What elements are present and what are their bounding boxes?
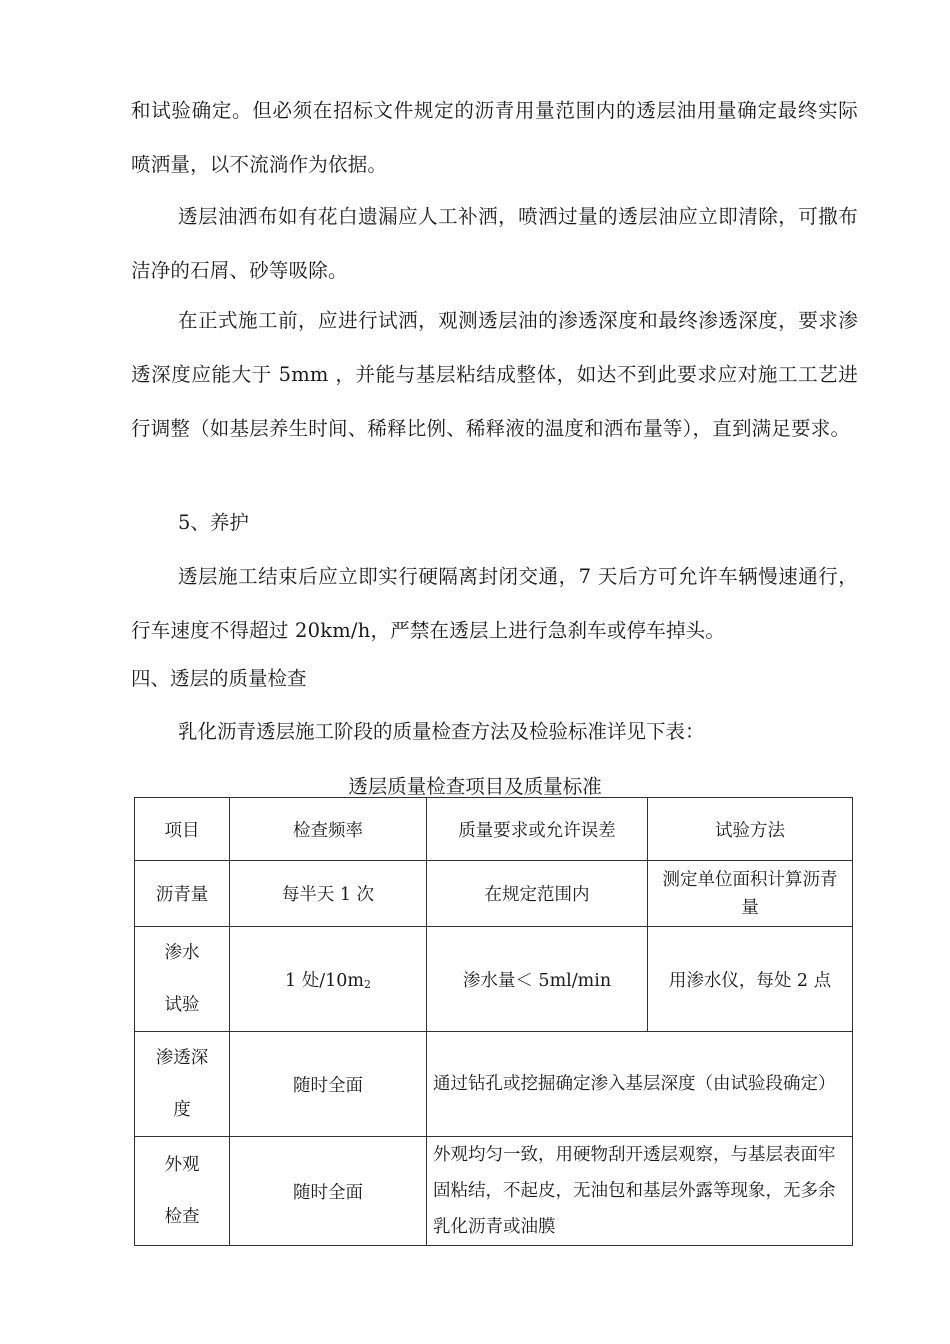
cell-requirement: 通过钻孔或挖掘确定渗入基层深度（由试验段确定） [427, 1032, 853, 1137]
cell-item-line2: 度 [173, 1100, 191, 1120]
table-row [135, 927, 853, 1032]
header-item: 项目 [135, 798, 230, 861]
table-title: 透层质量检查项目及质量标准 [348, 775, 602, 798]
quality-standard-table [134, 797, 853, 1246]
cell-method: 用渗水仪，每处 2 点 [648, 927, 853, 1032]
table-header-row [135, 798, 853, 861]
cell-item [135, 1137, 230, 1246]
paragraph-spray-amount: 和试验确定。但必须在招标文件规定的沥青用量范围内的透层油用量确定最终实际喷洒量，以不流淌作为依据。 [131, 99, 858, 176]
section-heading-quality-check: 四、透层的质量检查 [131, 667, 307, 690]
cell-item-line1: 渗水 [164, 943, 200, 963]
paragraph-traffic-closure: 透层施工结束后应立即实行硬隔离封闭交通，7 天后方可允许车辆慢速通行，行车速度不得超过 20km/h，严禁在透层上进行急刹车或停车掉头。 [131, 565, 858, 642]
header-frequency: 检查频率 [230, 798, 427, 861]
cell-frequency: 随时全面 [230, 1032, 427, 1137]
cell-method: 测定单位面积计算沥青量 [648, 861, 853, 927]
cell-item-line2: 检查 [164, 1207, 200, 1227]
table-row [135, 1137, 853, 1246]
cell-item-line1: 渗透深 [155, 1048, 209, 1068]
paragraph-patch-spray: 透层油洒布如有花白遗漏应人工补洒，喷洒过量的透层油应立即清除，可撒布洁净的石屑、砂等吸除。 [131, 205, 858, 282]
cell-item: 沥青量 [135, 861, 230, 927]
cell-requirement: 外观均匀一致，用硬物刮开透层观察，与基层表面牢固粘结，不起皮，无油包和基层外露等现象，无多余乳化沥青或油膜 [427, 1137, 853, 1246]
cell-requirement: 在规定范围内 [427, 861, 648, 927]
cell-frequency: 随时全面 [230, 1137, 427, 1246]
cell-requirement: 渗水量＜ 5ml/min [427, 927, 648, 1032]
table-row [135, 1032, 853, 1137]
table-row [135, 861, 853, 927]
cell-item-line1: 外观 [164, 1155, 200, 1175]
header-method: 试验方法 [648, 798, 853, 861]
header-requirement: 质量要求或允许误差 [427, 798, 648, 861]
paragraph-trial-spray: 在正式施工前，应进行试洒，观测透层油的渗透深度和最终渗透深度，要求渗透深度应能大于 5mm ，并能与基层粘结成整体，如达不到此要求应对施工工艺进行调整（如基层养生时间、稀释比例、稀释液的温度和洒布量等），直到满足要求。 [131, 309, 858, 440]
cell-item [135, 927, 230, 1032]
frequency-superscript: 2 [363, 977, 371, 991]
cell-frequency [230, 927, 427, 1032]
frequency-text: 1 处/10m [285, 970, 364, 991]
cell-item [135, 1032, 230, 1137]
cell-item-line2: 试验 [164, 995, 200, 1015]
cell-frequency: 每半天 1 次 [230, 861, 427, 927]
section-heading-curing: 5、养护 [178, 511, 249, 534]
paragraph-table-intro: 乳化沥青透层施工阶段的质量检查方法及检验标准详见下表： [178, 720, 705, 743]
